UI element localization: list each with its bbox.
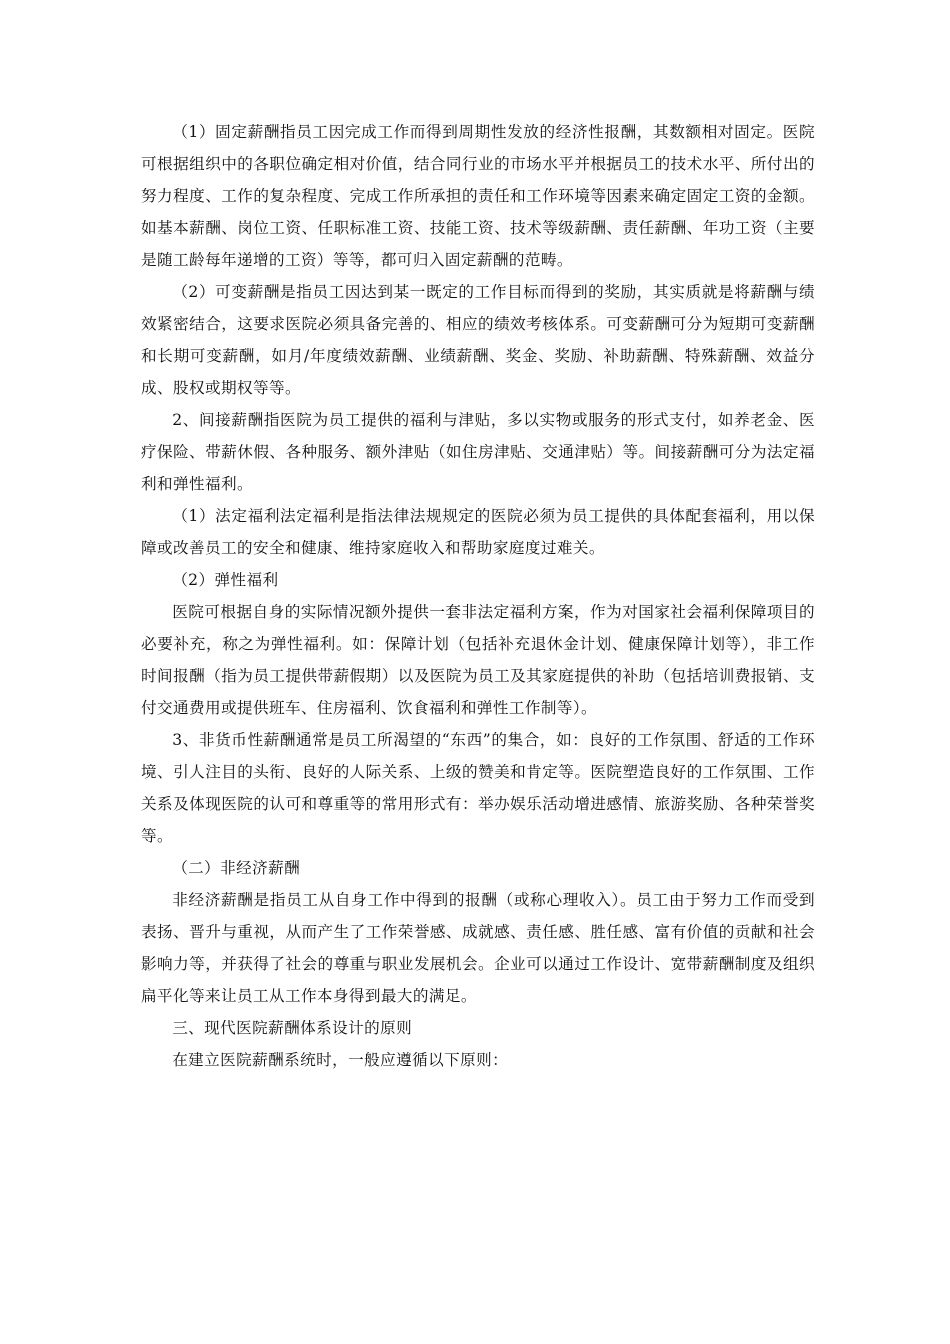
paragraph-indirect-pay: 2、间接薪酬指医院为员工提供的福利与津贴，多以实物或服务的形式支付，如养老金、医疗保险、带薪休假、各种服务、额外津贴（如住房津贴、交通津贴）等。间接薪酬可分为法定福利和弹性福利。 — [141, 411, 815, 493]
paragraph-non-monetary-pay: 3、非货币性薪酬通常是员工所渴望的“东西”的集合，如：良好的工作氛围、舒适的工作环境、引人注目的头衔、良好的人际关系、上级的赞美和肯定等。医院塑造良好的工作氛围、工作关系及体现医院的认可和尊重等的常用形式有：举办娱乐活动增进感情、旅游奖励、各种荣誉奖等。 — [141, 731, 815, 845]
heading-flexible-benefits: （2）弹性福利 — [172, 571, 279, 589]
paragraph-non-economic-pay: 非经济薪酬是指员工从自身工作中得到的报酬（或称心理收入）。员工由于努力工作而受到表扬、晋升与重视，从而产生了工作荣誉感、成就感、责任感、胜任感、富有价值的贡献和社会影响力等，并获得了社会的尊重与职业发展机会。企业可以通过工作设计、宽带薪酬制度及组织扁平化等来让员工从工作本身得到最大的满足。 — [141, 891, 815, 1005]
document-body — [141, 116, 815, 1076]
paragraph-statutory-benefits: （1）法定福利法定福利是指法律法规规定的医院必须为员工提供的具体配套福利，用以保障或改善员工的安全和健康、维持家庭收入和帮助家庭度过难关。 — [141, 507, 815, 557]
heading-design-principles: 三、现代医院薪酬体系设计的原则 — [172, 1019, 413, 1037]
paragraph-principles-intro: 在建立医院薪酬系统时，一般应遵循以下原则： — [172, 1051, 509, 1069]
paragraph-flexible-benefits: 医院可根据自身的实际情况额外提供一套非法定福利方案，作为对国家社会福利保障项目的必要补充，称之为弹性福利。如：保障计划（包括补充退休金计划、健康保障计划等），非工作时间报酬（指为员工提供带薪假期）以及医院为员工及其家庭提供的补助（包括培训费报销、支付交通费用或提供班车、住房福利、饮食福利和弹性工作制等）。 — [141, 603, 815, 717]
paragraph-variable-pay: （2）可变薪酬是指员工因达到某一既定的工作目标而得到的奖励，其实质就是将薪酬与绩效紧密结合，这要求医院必须具备完善的、相应的绩效考核体系。可变薪酬可分为短期可变薪酬和长期可变薪酬，如月/年度绩效薪酬、业绩薪酬、奖金、奖励、补助薪酬、特殊薪酬、效益分成、股权或期权等等。 — [141, 283, 815, 397]
paragraph-fixed-pay: （1）固定薪酬指员工因完成工作而得到周期性发放的经济性报酬，其数额相对固定。医院可根据组织中的各职位确定相对价值，结合同行业的市场水平并根据员工的技术水平、所付出的努力程度、工作的复杂程度、完成工作所承担的责任和工作环境等因素来确定固定工资的金额。如基本薪酬、岗位工资、任职标准工资、技能工资、技术等级薪酬、责任薪酬、年功工资（主要是随工龄每年递增的工资）等等，都可归入固定薪酬的范畴。 — [141, 123, 815, 269]
heading-non-economic-pay: （二）非经济薪酬 — [172, 859, 301, 877]
